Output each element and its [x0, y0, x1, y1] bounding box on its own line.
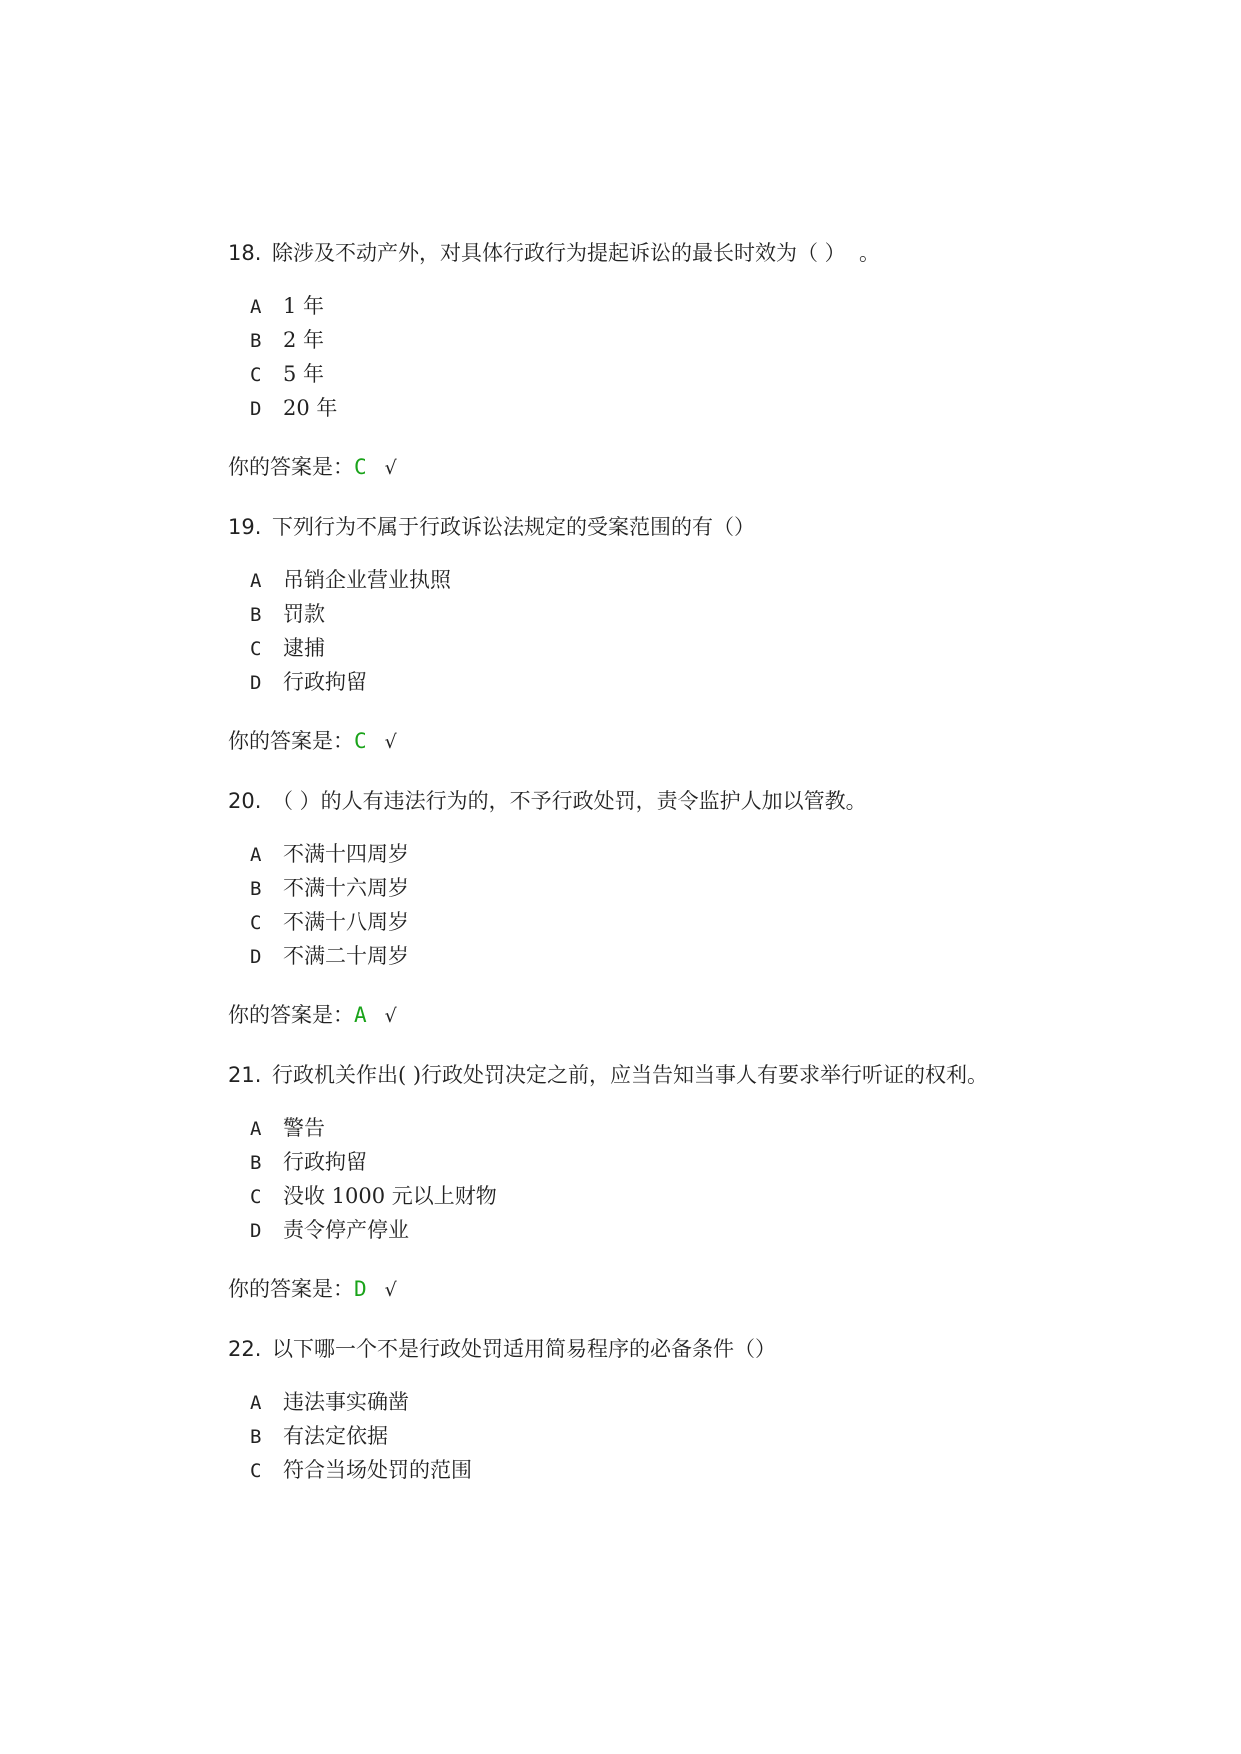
option-c	[250, 632, 1188, 666]
option-text: 逮捕	[283, 636, 325, 660]
option-text: 责令停产停业	[283, 1218, 409, 1242]
option-letter: D	[250, 946, 262, 968]
option-text: 吊销企业营业执照	[283, 568, 451, 592]
answer-letter: A	[354, 1003, 367, 1027]
question-number: 22.	[228, 1337, 262, 1361]
question-stem	[228, 1060, 1188, 1090]
question-number: 19.	[228, 515, 262, 539]
option-text: 不满十四周岁	[283, 842, 409, 866]
question-stem	[228, 1334, 1188, 1364]
question-stem	[228, 786, 1188, 816]
option-c	[250, 1454, 1188, 1488]
option-d	[250, 666, 1188, 700]
option-list	[250, 838, 1188, 974]
option-list	[250, 290, 1188, 426]
option-text: 行政拘留	[283, 1150, 367, 1174]
option-letter: B	[250, 878, 262, 900]
option-text: 警告	[283, 1116, 325, 1140]
answer-letter: C	[354, 729, 367, 753]
answer-letter: C	[354, 455, 367, 479]
option-d	[250, 1214, 1188, 1248]
option-text: 符合当场处罚的范围	[283, 1458, 472, 1482]
option-letter: A	[250, 1118, 262, 1140]
question-number: 18.	[228, 241, 262, 265]
question-number: 20.	[228, 789, 262, 813]
option-letter: D	[250, 398, 262, 420]
option-a	[250, 564, 1188, 598]
option-c	[250, 1180, 1188, 1214]
option-text: 罚款	[283, 602, 325, 626]
option-text: 行政拘留	[283, 670, 367, 694]
question-21	[228, 1060, 1188, 1305]
option-letter: C	[250, 364, 262, 386]
option-letter: A	[250, 570, 262, 592]
option-text: 5 年	[283, 362, 325, 386]
option-a	[250, 290, 1188, 324]
option-a	[250, 1386, 1188, 1420]
answer-line	[228, 726, 1188, 757]
option-text: 违法事实确凿	[283, 1390, 409, 1414]
option-letter: A	[250, 844, 262, 866]
option-list	[250, 1112, 1188, 1248]
option-text: 不满十六周岁	[283, 876, 409, 900]
answer-line	[228, 452, 1188, 483]
option-letter: B	[250, 1426, 262, 1448]
checkmark-icon: √	[384, 457, 397, 479]
question-text: 除涉及不动产外，对具体行政行为提起诉讼的最长时效为（ ） 。	[272, 241, 881, 265]
option-text: 不满二十周岁	[283, 944, 409, 968]
option-a	[250, 838, 1188, 872]
option-letter: D	[250, 1220, 262, 1242]
option-b	[250, 598, 1188, 632]
checkmark-icon: √	[384, 1005, 397, 1027]
question-20	[228, 786, 1188, 1031]
question-stem	[228, 238, 1188, 268]
option-b	[250, 1420, 1188, 1454]
question-text: （ ）的人有违法行为的，不予行政处罚，责令监护人加以管教。	[272, 789, 867, 813]
option-letter: C	[250, 912, 262, 934]
option-letter: C	[250, 638, 262, 660]
option-text: 不满十八周岁	[283, 910, 409, 934]
question-stem	[228, 512, 1188, 542]
option-d	[250, 940, 1188, 974]
option-c	[250, 358, 1188, 392]
option-b	[250, 324, 1188, 358]
answer-label: 你的答案是：	[228, 729, 354, 753]
option-letter: B	[250, 1152, 262, 1174]
answer-letter: D	[354, 1277, 367, 1301]
option-letter: B	[250, 604, 262, 626]
question-19	[228, 512, 1188, 757]
answer-label: 你的答案是：	[228, 1277, 354, 1301]
option-text: 没收 1000 元以上财物	[283, 1184, 497, 1208]
question-18	[228, 238, 1188, 483]
question-22	[228, 1334, 1188, 1488]
option-text: 20 年	[283, 396, 338, 420]
option-letter: D	[250, 672, 262, 694]
option-list	[250, 564, 1188, 700]
option-letter: B	[250, 330, 262, 352]
checkmark-icon: √	[384, 731, 397, 753]
question-text: 以下哪一个不是行政处罚适用简易程序的必备条件（）	[272, 1337, 776, 1361]
question-number: 21.	[228, 1063, 262, 1087]
option-text: 2 年	[283, 328, 325, 352]
option-text: 有法定依据	[283, 1424, 388, 1448]
checkmark-icon: √	[384, 1279, 397, 1301]
question-text: 下列行为不属于行政诉讼法规定的受案范围的有（）	[272, 515, 755, 539]
option-b	[250, 872, 1188, 906]
option-c	[250, 906, 1188, 940]
option-letter: A	[250, 296, 262, 318]
question-text: 行政机关作出( )行政处罚决定之前，应当告知当事人有要求举行听证的权利。	[272, 1063, 989, 1087]
option-d	[250, 392, 1188, 426]
answer-label: 你的答案是：	[228, 1003, 354, 1027]
option-b	[250, 1146, 1188, 1180]
option-list	[250, 1386, 1188, 1488]
option-letter: C	[250, 1186, 262, 1208]
option-text: 1 年	[283, 294, 325, 318]
option-letter: C	[250, 1460, 262, 1482]
option-letter: A	[250, 1392, 262, 1414]
answer-label: 你的答案是：	[228, 455, 354, 479]
option-a	[250, 1112, 1188, 1146]
answer-line	[228, 1000, 1188, 1031]
answer-line	[228, 1274, 1188, 1305]
